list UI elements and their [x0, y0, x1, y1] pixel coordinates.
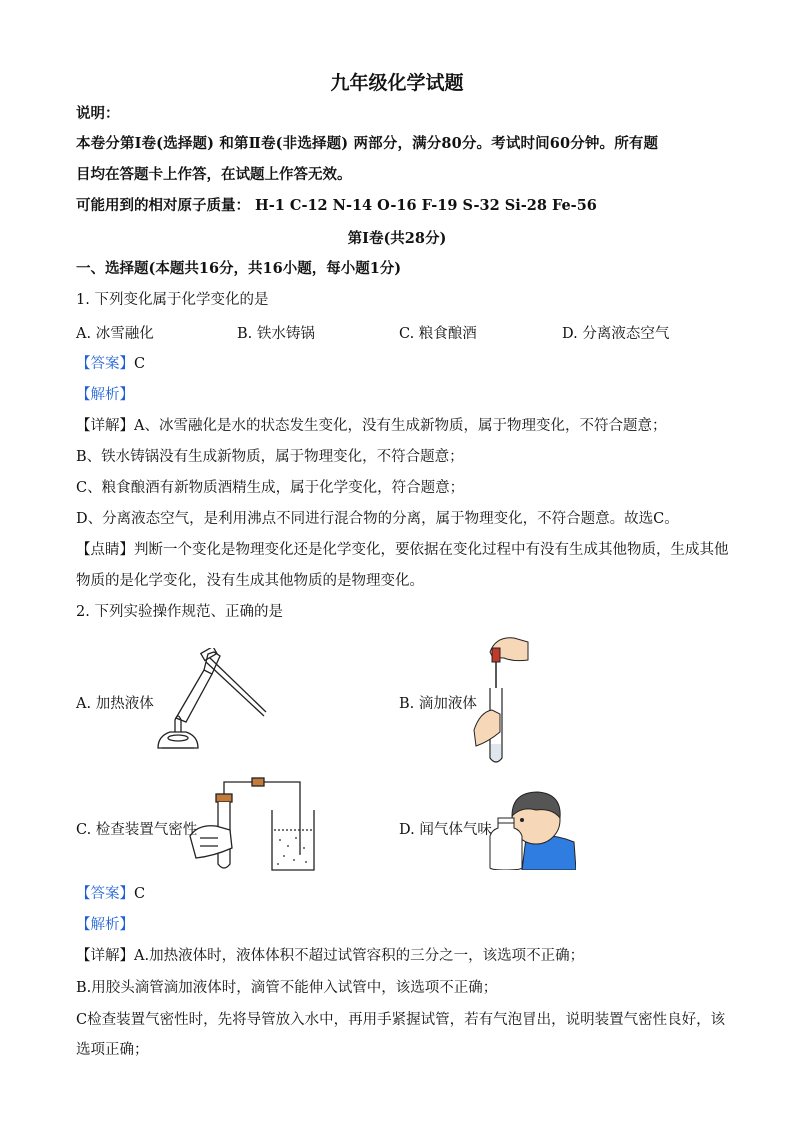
q1-analysis — [76, 385, 134, 405]
q1-stem: 1. 下列变化属于化学变化的是 — [76, 292, 269, 308]
q2-option-a: A. 加热液体 — [76, 696, 154, 712]
q2-option-c: C. 检查装置气密性 — [76, 822, 198, 838]
q1-detail-2: B、铁水铸锅没有生成新物质，属于物理变化，不符合题意； — [76, 449, 464, 465]
intro-heading: 说明： — [76, 105, 120, 122]
analysis-tag: 【解析】 — [76, 917, 134, 933]
q1-option-b: B. 铁水铸锅 — [237, 326, 315, 342]
figure-smelling-gas — [486, 786, 576, 870]
part-heading: 一、选择题(本题共16分，共16小题，每小题1分) — [76, 260, 402, 277]
q1-detail-3: C、粮食酿酒有新物质酒精生成，属于化学变化，符合题意； — [76, 480, 465, 496]
intro-line-2: 目均在答题卡上作答，在试题上作答无效。 — [76, 166, 352, 183]
q2-detail-2: B.用胶头滴管滴加液体时，滴管不能伸入试管中，该选项不正确； — [76, 980, 498, 996]
q2-option-d: D. 闻气体气味 — [399, 822, 492, 838]
q1-option-c: C. 粮食酿酒 — [399, 326, 477, 342]
q1-detail-4: D、分离液态空气，是利用沸点不同进行混合物的分离，属于物理变化，不符合题意。故选C。 — [76, 511, 679, 527]
q1-option-d: D. 分离液态空气 — [562, 326, 670, 342]
detail-text: A、冰雪融化是水的状态发生变化，没有生成新物质，属于物理变化，不符合题意； — [134, 418, 667, 434]
answer-tag: 【答案】 — [76, 356, 134, 372]
q1-answer — [76, 354, 145, 374]
detail-text: A.加热液体时，液体体积不超过试管容积的三分之一，该选项不正确； — [134, 948, 585, 964]
atomic-mass-line: 可能用到的相对原子质量： H-1 C-12 N-14 O-16 F-19 S-32 Si-28 Fe-56 — [76, 197, 597, 214]
figure-dropping-liquid — [470, 634, 530, 769]
figure-airtightness-check — [188, 776, 318, 876]
note-tag: 【点睛】 — [76, 542, 134, 558]
q2-detail-1 — [76, 946, 584, 966]
q1-detail-1 — [76, 416, 666, 436]
q1-note-2: 物质的是化学变化，没有生成其他物质的是物理变化。 — [76, 573, 424, 589]
detail-tag: 【详解】 — [76, 948, 134, 964]
page-title: 九年级化学试题 — [330, 72, 464, 94]
q2-stem: 2. 下列实验操作规范、正确的是 — [76, 604, 283, 620]
q2-detail-4: 选项正确； — [76, 1042, 149, 1058]
q2-answer — [76, 884, 145, 904]
q1-note-1 — [76, 540, 729, 560]
answer-value: C — [134, 356, 146, 372]
analysis-tag: 【解析】 — [76, 387, 134, 403]
q2-option-b: B. 滴加液体 — [399, 696, 477, 712]
q2-analysis — [76, 915, 134, 935]
answer-value: C — [134, 886, 146, 902]
q1-option-a: A. 冰雪融化 — [76, 326, 154, 342]
intro-line-1: 本卷分第Ⅰ卷(选择题) 和第Ⅱ卷(非选择题) 两部分，满分80分。考试时间60分钟。所有题 — [76, 135, 659, 152]
detail-tag: 【详解】 — [76, 418, 134, 434]
answer-tag: 【答案】 — [76, 886, 134, 902]
q2-detail-3: C检查装置气密性时，先将导管放入水中，再用手紧握试管，若有气泡冒出，说明装置气密性良好，该 — [76, 1012, 726, 1028]
figure-heating-liquid — [148, 648, 268, 758]
section-title: 第Ⅰ卷(共28分) — [347, 230, 447, 247]
note-text: 判断一个变化是物理变化还是化学变化，要依据在变化过程中有没有生成其他物质，生成其他 — [134, 542, 729, 558]
